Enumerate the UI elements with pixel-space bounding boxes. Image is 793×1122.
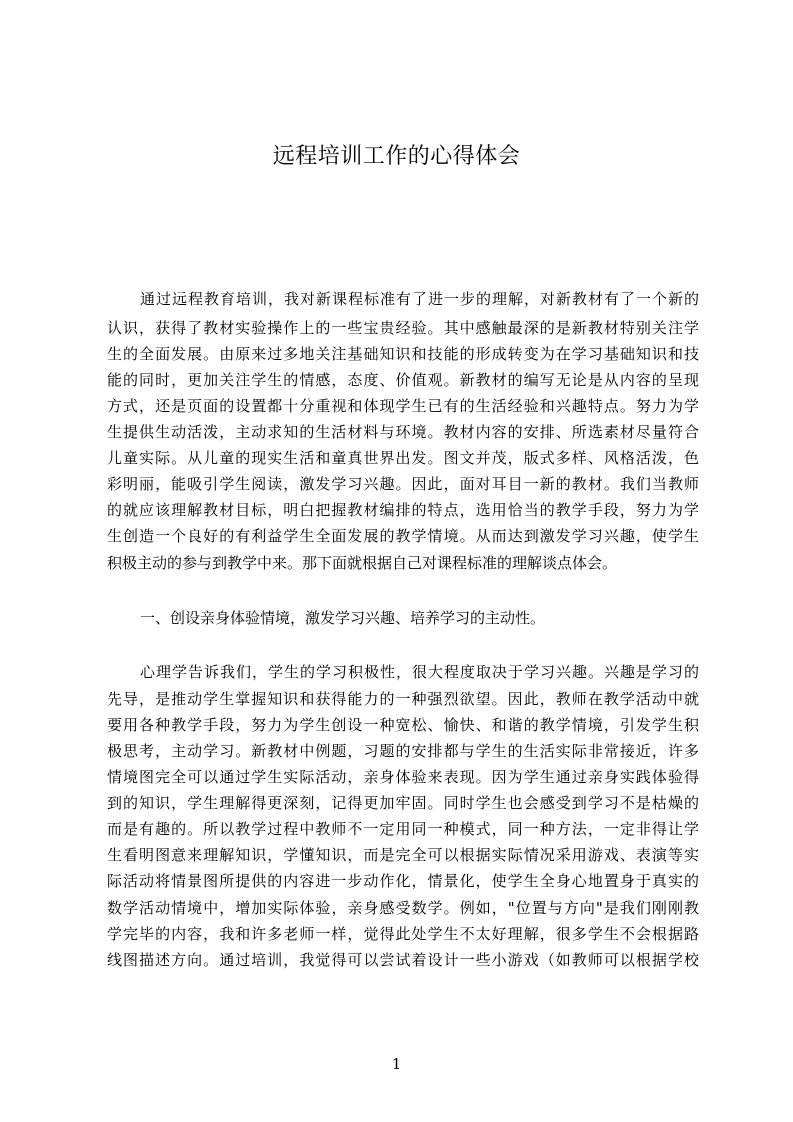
paragraph-line: 儿童实际。从儿童的现实生活和童真世界出发。图文并茂，版式多样、风格活泼，色 — [107, 449, 699, 467]
paragraph-line: 际活动将情景图所提供的内容进一步动作化，情景化，使学生全身心地置身于真实的 — [107, 872, 699, 890]
paragraph-line: 生的全面发展。由原来过多地关注基础知识和技能的形成转变为在学习基础知识和技 — [107, 345, 699, 363]
paragraph-line: 的就应该理解教材目标，明白把握教材编排的特点，选用恰当的教学手段，努力为学 — [107, 501, 699, 519]
paragraph-line: 极思考，主动学习。新教材中例题，习题的安排都与学生的生活实际非常接近，许多 — [107, 742, 699, 760]
paragraph-line: 生看明图意来理解知识，学懂知识，而是完全可以根据实际情况采用游戏、表演等实 — [107, 846, 699, 864]
section-heading: 一、创设亲身体验情境，激发学习兴趣、培养学习的主动性。 — [140, 609, 546, 627]
paragraph-line: 先导，是推动学生掌握知识和获得能力的一种强烈欲望。因此，教师在教学活动中就 — [107, 690, 699, 708]
document-title: 远程培训工作的心得体会 — [272, 144, 521, 169]
paragraph-line: 线图描述方向。通过培训，我觉得可以尝试着设计一些小游戏（如教师可以根据学校 — [107, 951, 699, 969]
paragraph-line: 数学活动情境中，增加实际体验，亲身感受数学。例如，"位置与方向"是我们刚刚教 — [107, 899, 699, 917]
paragraph-line: 而是有趣的。所以教学过程中教师不一定用同一种模式，同一种方法，一定非得让学 — [107, 820, 699, 838]
paragraph-line: 通过远程教育培训，我对新课程标准有了进一步的理解，对新教材有了一个新的 — [140, 290, 699, 308]
paragraph-line: 认识，获得了教材实验操作上的一些宝贵经验。其中感触最深的是新教材特别关注学 — [107, 319, 699, 337]
paragraph-line: 方式，还是页面的设置都十分重视和体现学生已有的生活经验和兴趣特点。努力为学 — [107, 397, 699, 415]
paragraph-line: 心理学告诉我们，学生的学习积极性，很大程度取决于学习兴趣。兴趣是学习的 — [140, 663, 699, 681]
paragraph-line: 能的同时，更加关注学生的情感，态度、价值观。新教材的编写无论是从内容的呈现 — [107, 371, 699, 389]
paragraph-line: 生提供生动活泼，主动求知的生活材料与环境。教材内容的安排、所选素材尽量符合 — [107, 423, 699, 441]
paragraph-line: 彩明丽，能吸引学生阅读，激发学习兴趣。因此，面对耳目一新的教材。我们当教师 — [107, 475, 699, 493]
paragraph-line: 到的知识，学生理解得更深刻，记得更加牢固。同时学生也会感受到学习不是枯燥的 — [107, 794, 699, 812]
paragraph-line: 情境图完全可以通过学生实际活动，亲身体验来表现。因为学生通过亲身实践体验得 — [107, 768, 699, 786]
page-number: 1 — [391, 1055, 402, 1073]
paragraph-line: 积极主动的参与到教学中来。那下面就根据自己对课程标准的理解谈点体会。 — [107, 554, 618, 572]
paragraph-line: 学完毕的内容，我和许多老师一样，觉得此处学生不太好理解，很多学生不会根据路 — [107, 925, 699, 943]
paragraph-line: 生创造一个良好的有利益学生全面发展的教学情境。从而达到激发学习兴趣，使学生 — [107, 527, 699, 545]
paragraph-line: 要用各种教学手段，努力为学生创设一种宽松、愉快、和谐的教学情境，引发学生积 — [107, 716, 699, 734]
